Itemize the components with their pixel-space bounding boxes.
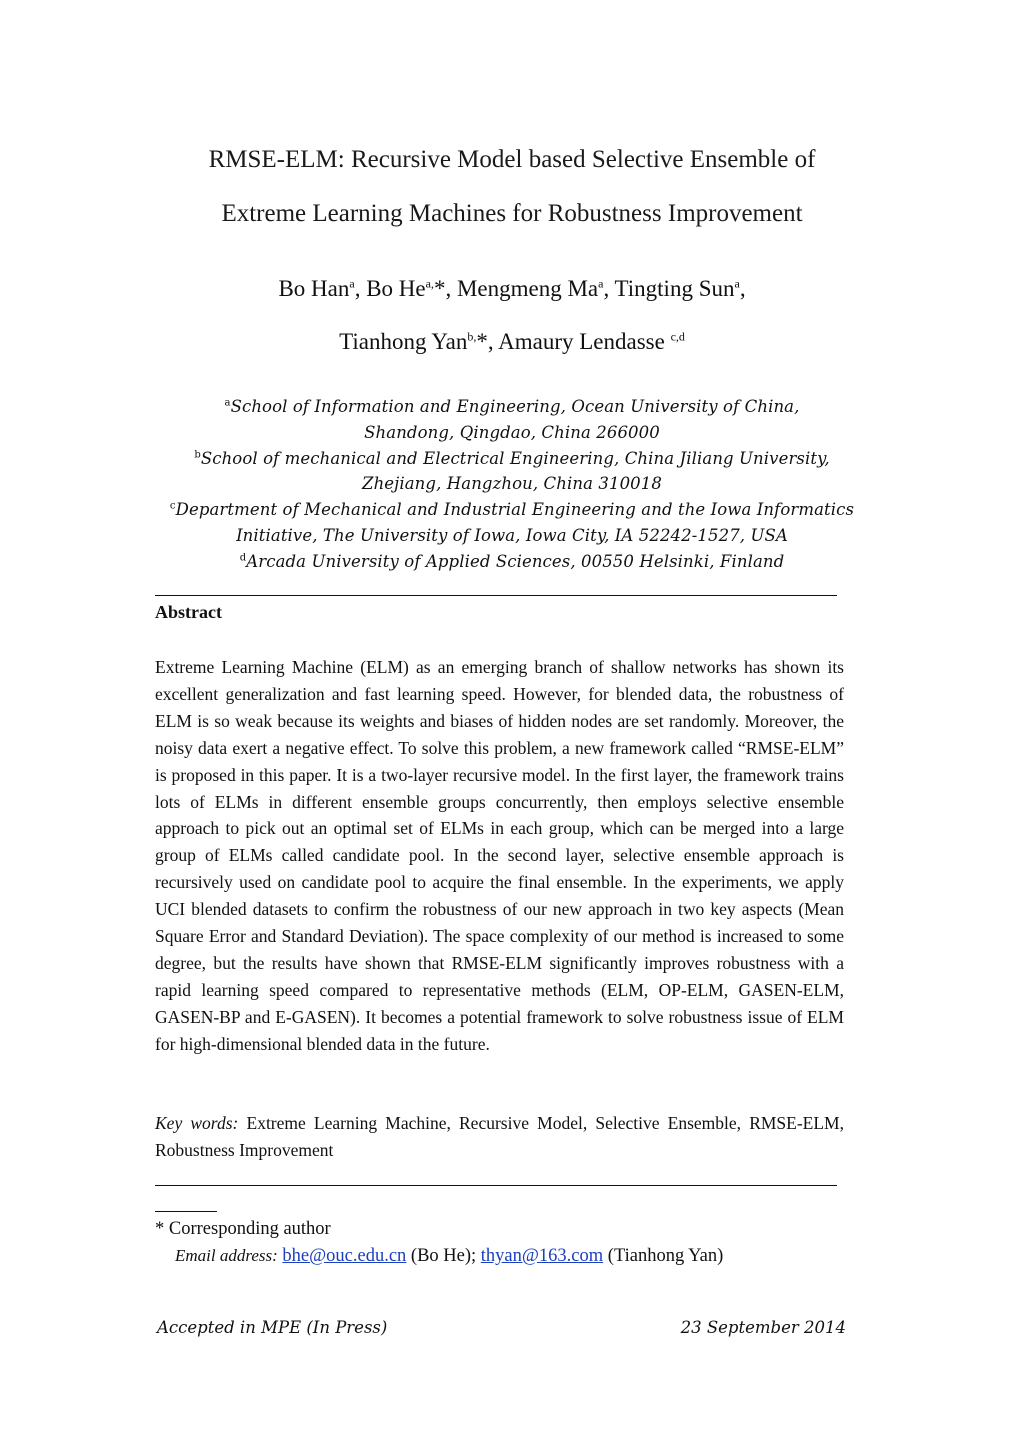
author-name: Bo Han <box>278 276 350 301</box>
abstract-heading: Abstract <box>155 602 222 622</box>
title-line-1: RMSE-ELM: Recursive Model based Selective Ensemble of <box>208 146 816 173</box>
affiliations <box>80 394 944 575</box>
author-separator: , <box>603 276 615 301</box>
abstract-top-rule <box>155 595 837 596</box>
affiliation-c <box>80 497 944 523</box>
email-link-bo-he[interactable]: bhe@ouc.edu.cn <box>282 1246 407 1266</box>
author-affiliation-mark: a <box>598 276 604 291</box>
affiliation-a-cont: Shandong, Qingdao, China 266000 <box>364 422 660 442</box>
corresponding-author-note: * Corresponding author <box>155 1219 331 1239</box>
author-list <box>80 262 944 368</box>
email-owner: (Tianhong Yan) <box>603 1246 724 1266</box>
author-affiliation-mark: c,d <box>670 329 685 344</box>
affiliation-text: Department of Mechanical and Industrial Engineering and the Iowa Informatics <box>175 500 855 520</box>
author-affiliation-mark: a, <box>425 276 434 291</box>
affiliation-mark: b <box>194 449 201 461</box>
keywords <box>155 1110 844 1164</box>
affiliation-mark: d <box>239 552 247 564</box>
corresponding-star: * <box>476 329 488 354</box>
author-separator: , <box>445 276 457 301</box>
author-affiliation-mark: a <box>734 276 740 291</box>
affiliation-mark: c <box>169 500 176 512</box>
author-name: Tingting Sun <box>614 276 735 301</box>
author-affiliation-mark: b, <box>467 329 477 344</box>
email-owner: (Bo He); <box>406 1246 481 1266</box>
abstract-bottom-rule <box>155 1185 837 1186</box>
author-affiliation-mark: a <box>349 276 355 291</box>
title-line-2: Extreme Learning Machines for Robustness Improvement <box>221 200 803 227</box>
author-name: Bo He <box>366 276 426 301</box>
affiliation-mark: a <box>224 397 231 409</box>
affiliation-text: School of mechanical and Electrical Engineering, China Jiliang University, <box>200 448 830 468</box>
corresponding-star: * <box>433 276 446 301</box>
email-addresses <box>175 1246 723 1267</box>
affiliation-c-cont: Initiative, The University of Iowa, Iowa City, IA 52242-1527, USA <box>236 525 788 545</box>
email-label: Email address: <box>175 1246 278 1265</box>
author-separator: , <box>487 329 499 354</box>
affiliation-b-cont: Zhejiang, Hangzhou, China 310018 <box>362 474 662 494</box>
affiliation-d <box>80 549 944 575</box>
author-line-2 <box>80 315 944 368</box>
keywords-text: Extreme Learning Machine, Recursive Model, Selective Ensemble, RMSE-ELM, Robustness Improvement <box>155 1113 844 1160</box>
author-separator: , <box>354 276 367 301</box>
author-name: Amaury Lendasse <box>498 329 671 354</box>
affiliation-a <box>80 394 944 420</box>
publication-status: Accepted in MPE (In Press) <box>157 1318 388 1337</box>
affiliation-b <box>80 446 944 472</box>
footnote-rule <box>155 1211 217 1212</box>
abstract-text: Extreme Learning Machine (ELM) as an emerging branch of shallow networks has shown its excellent generalization and fast learning speed. However, for blended data, the robustness of ELM is so weak because its weights and biases of hidden nodes are set randomly. Moreover, the noisy data exert a negative effect. To solve this problem, a new framework called “RMSE-ELM” is proposed in this paper. It is a two-layer recursive model. In the first layer, the framework trains lots of ELMs in different ensemble groups concurrently, then employs selective ensemble approach to pick out an optimal set of ELMs in each group, which can be merged into a large group of ELMs called candidate pool. In the second layer, selective ensemble approach is recursively used on candidate pool to acquire the final ensemble. In the experiments, we apply UCI blended datasets to confirm the robustness of our new approach in two key aspects (Mean Square Error and Standard Deviation). The space complexity of our method is increased to some degree, but the results have shown that RMSE-ELM significantly improves robustness with a rapid learning speed compared to representative methods (ELM, OP-ELM, GASEN-ELM, GASEN-BP and E-GASEN). It becomes a potential framework to solve robustness issue of ELM for high-dimensional blended data in the future. <box>155 657 844 1054</box>
keywords-label: Key words: <box>155 1113 239 1133</box>
email-link-tianhong-yan[interactable]: thyan@163.com <box>480 1246 604 1266</box>
affiliation-text: Arcada University of Applied Sciences, 00550 Helsinki, Finland <box>246 551 785 571</box>
paper-title <box>80 133 944 241</box>
author-separator: , <box>739 276 746 301</box>
author-name: Tianhong Yan <box>339 329 468 354</box>
footer-date: 23 September 2014 <box>680 1318 846 1337</box>
author-name: Mengmeng Ma <box>456 276 599 301</box>
author-line-1 <box>80 262 944 315</box>
affiliation-text: School of Information and Engineering, Ocean University of China, <box>230 397 800 416</box>
